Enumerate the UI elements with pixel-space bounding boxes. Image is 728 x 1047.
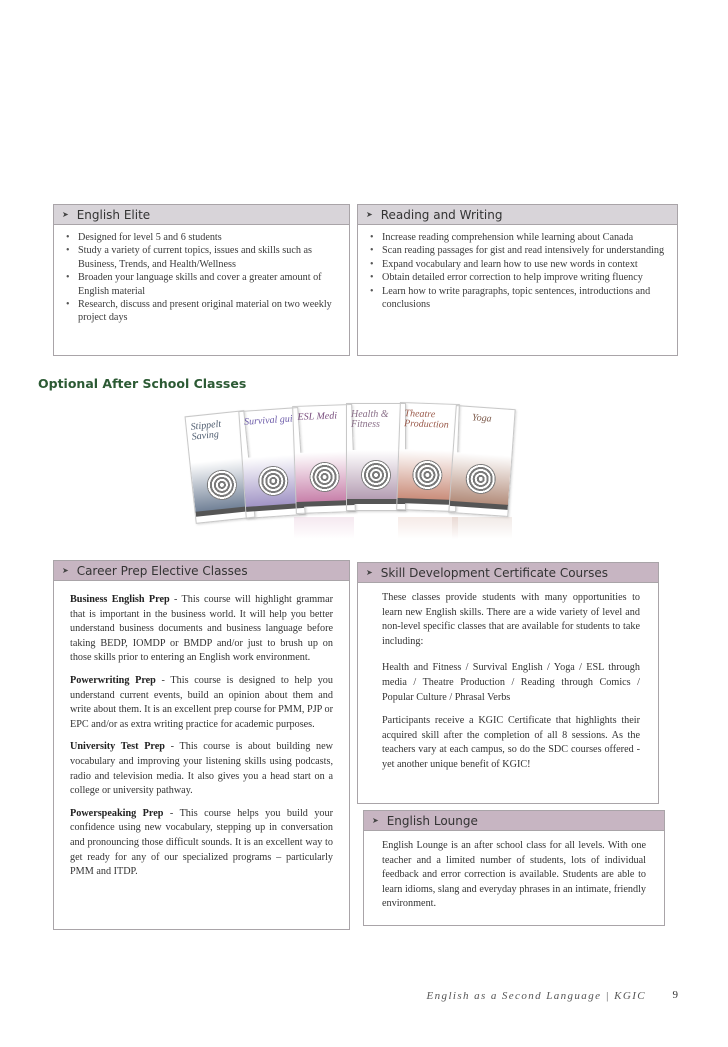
course-description: - This course is designed to help you understand current events, build an opinion about them and write about them. It is an excellent prep course for PMM, PJP or EPC and/or as extra writing practice for academic purposes.	[70, 674, 333, 730]
course-description: - This course will highlight grammar that is important in the business world. It will help you better understand business documents and business language before taking BEDP, IOMDP or BMDP and/or just to brush up on those skills prior to entering an English work environment.	[70, 594, 334, 664]
optional-classes-title: Optional After School Classes	[38, 376, 247, 391]
reading-writing-list	[358, 225, 677, 311]
disk-graphic	[361, 460, 391, 490]
career-prep-box	[53, 560, 350, 930]
career-prep-header	[54, 561, 349, 581]
list-item: • Study a variety of current topics, issues and skills such as Business, Trends, and Health/Wellness	[66, 244, 339, 271]
arrow-right-icon: ➤	[62, 566, 69, 575]
english-lounge-header	[364, 811, 664, 831]
course-paragraph	[70, 593, 333, 666]
brochure-strip	[397, 498, 455, 505]
list-item: • Research, discuss and present original material on two weekly project days	[66, 298, 339, 325]
course-paragraph	[70, 674, 333, 732]
course-name: University Test Prep	[70, 741, 165, 753]
page-number: 9	[672, 989, 678, 1001]
skill-dev-certificate: Participants receive a KGIC Certificate that highlights their acquired skill after the completion of all 8 sessions. As the teachers vary at each campus, so do the SDC courses offered - yet another unique benefit of KGIC!	[382, 715, 640, 770]
arrow-right-icon: ➤	[62, 210, 69, 219]
list-item: • Learn how to write paragraphs, topic sentences, introductions and conclusions	[370, 285, 667, 312]
arrow-right-icon: ➤	[366, 210, 373, 219]
career-prep-title: Career Prep Elective Classes	[76, 563, 248, 578]
skill-dev-course-list: Health and Fitness / Survival English / Yoga / ESL through media / Theatre Production / Reading through Comics / Popular Culture / Phrasal Verbs	[382, 662, 640, 703]
list-item: • Designed for level 5 and 6 students	[66, 231, 339, 244]
list-item: • Expand vocabulary and learn how to use new words in context	[370, 258, 667, 271]
skill-dev-body	[358, 583, 658, 773]
brochure-title: Survival gui	[243, 413, 293, 428]
reading-writing-box	[357, 204, 678, 356]
course-name: Powerspeaking Prep	[70, 807, 164, 819]
english-lounge-body	[364, 831, 664, 912]
list-item: • Obtain detailed error correction to help improve writing fluency	[370, 271, 667, 284]
brochure-title: Health & Fitness	[351, 409, 389, 430]
english-elite-box	[53, 204, 350, 356]
list-item: • Scan reading passages for gist and read intensively for understanding	[370, 244, 667, 257]
course-description: - This course helps you build your confidence using new vocabulary, stepping up in conversation and pronouncing those difficult sounds. It is an excellent way to get ready for any of our specialized programs – particularly PMM and ITDP.	[70, 807, 334, 878]
arrow-right-icon: ➤	[372, 816, 379, 825]
skill-dev-header	[358, 563, 658, 583]
brochure-6	[448, 405, 515, 517]
course-description: - This course is about building new vocabulary and improving your listening skills using podcasts, radio and television media. It also gives you a head start on a college or university pathway.	[70, 741, 333, 797]
brochure-reflection	[452, 517, 512, 539]
english-lounge-title: English Lounge	[386, 813, 478, 828]
english-elite-list	[54, 225, 349, 325]
english-lounge-box	[363, 810, 665, 926]
brochure-reflection	[294, 517, 354, 539]
course-paragraph	[70, 807, 333, 880]
footer-text: English as a Second Language | KGIC	[426, 990, 646, 1002]
brochure-title: ESL Medi	[297, 410, 338, 423]
brochure-reflection	[398, 517, 458, 539]
skill-dev-title: Skill Development Certificate Courses	[380, 565, 608, 580]
skill-dev-box	[357, 562, 659, 804]
arrow-right-icon: ➤	[366, 568, 373, 577]
course-paragraph	[70, 740, 333, 798]
career-prep-body	[54, 581, 349, 880]
english-elite-title: English Elite	[76, 207, 151, 222]
brochure-title: Theatre Production	[403, 408, 449, 431]
english-elite-header	[54, 205, 349, 225]
list-item: • Broaden your language skills and cover a greater amount of English material	[66, 271, 339, 298]
course-name: Business English Prep	[70, 594, 170, 605]
brochure-title: Stippelt Saving	[190, 418, 222, 443]
list-item: • Increase reading comprehension while learning about Canada	[370, 231, 667, 244]
course-name: Powerwriting Prep	[70, 674, 156, 686]
english-lounge-text: English Lounge is an after school class for all levels. With one teacher and a limited number of students, lots of individual feedback and error correction is available. Students are able to learn idioms, slang and everyday phrases in an intimate, friendly environment.	[382, 840, 646, 910]
reading-writing-header	[358, 205, 677, 225]
reading-writing-title: Reading and Writing	[380, 207, 503, 222]
skill-dev-intro: These classes provide students with many opportunities to learn new English skills. There are a wide variety of level and non-level specific classes that are available for students to take including:	[382, 592, 640, 647]
brochure-title: Yoga	[471, 412, 492, 425]
brochures-image	[190, 395, 530, 555]
